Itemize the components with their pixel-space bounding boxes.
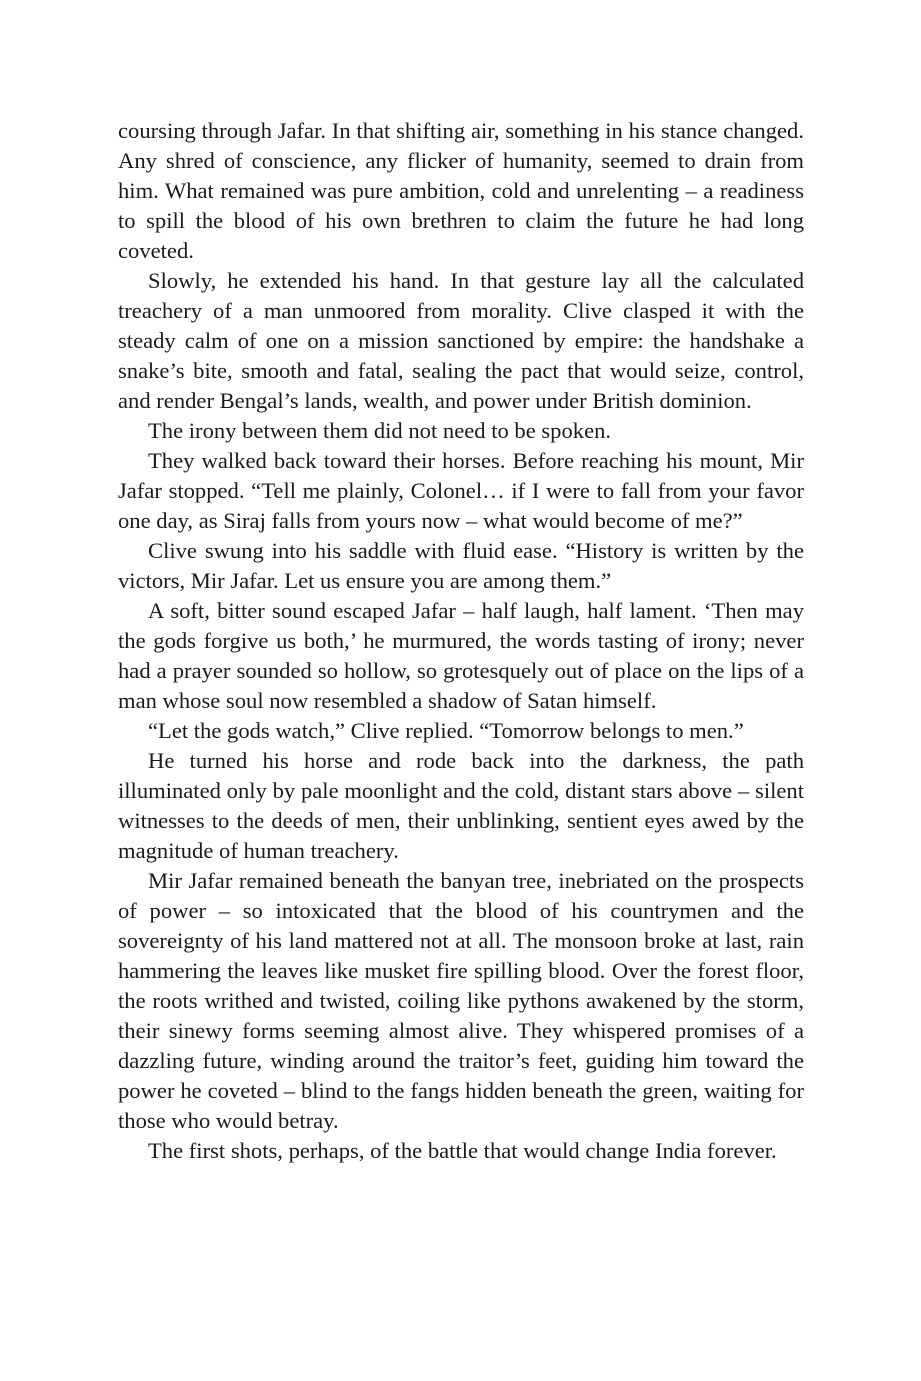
paragraph: Slowly, he extended his hand. In that gesture lay all the calculated treachery of a man unmoored from morality. Clive clasped it with the steady calm of one on a mission sanctioned by empire: the handshake a snake’s bite, smooth and fatal, sealing the pact that would seize, control, and render Bengal’s lands, wealth, and power under British dominion. <box>118 268 804 413</box>
page-body <box>118 116 804 1166</box>
paragraph: The first shots, perhaps, of the battle that would change India forever. <box>148 1138 777 1163</box>
paragraph: The irony between them did not need to be spoken. <box>148 418 612 443</box>
paragraph: Mir Jafar remained beneath the banyan tree, inebriated on the prospects of power – so intoxicated that the blood of his countrymen and the sovereignty of his land mattered not at all. The monsoon broke at last, rain hammering the leaves like musket fire spilling blood. Over the forest floor, the roots writhed and twisted, coiling like pythons awakened by the storm, their sinewy forms seeming almost alive. They whispered promises of a dazzling future, winding around the traitor’s feet, guiding him toward the power he coveted – blind to the fangs hidden beneath the green, waiting for those who would betray. <box>118 868 804 1133</box>
paragraph: Clive swung into his saddle with fluid ease. “History is written by the victors, Mir Jafar. Let us ensure you are among them.” <box>118 538 804 593</box>
paragraph-continued: coursing through Jafar. In that shifting air, something in his stance changed. Any shred of conscience, any flicker of humanity, seemed to drain from him. What remained was pure ambition, cold and unrelenting – a readiness to spill the blood of his own brethren to claim the future he had long coveted. <box>118 118 804 263</box>
paragraph: “Let the gods watch,” Clive replied. “Tomorrow belongs to men.” <box>148 718 744 743</box>
paragraph: He turned his horse and rode back into the darkness, the path illuminated only by pale moonlight and the cold, distant stars above – silent witnesses to the deeds of men, their unblinking, sentient eyes awed by the magnitude of human treachery. <box>118 748 804 863</box>
paragraph: They walked back toward their horses. Before reaching his mount, Mir Jafar stopped. “Tell me plainly, Colonel… if I were to fall from your favor one day, as Siraj falls from yours now – what would become of me?” <box>118 448 804 533</box>
paragraph: A soft, bitter sound escaped Jafar – half laugh, half lament. ‘Then may the gods forgive us both,’ he murmured, the words tasting of irony; never had a prayer sounded so hollow, so grotesquely out of place on the lips of a man whose soul now resembled a shadow of Satan himself. <box>118 598 804 713</box>
